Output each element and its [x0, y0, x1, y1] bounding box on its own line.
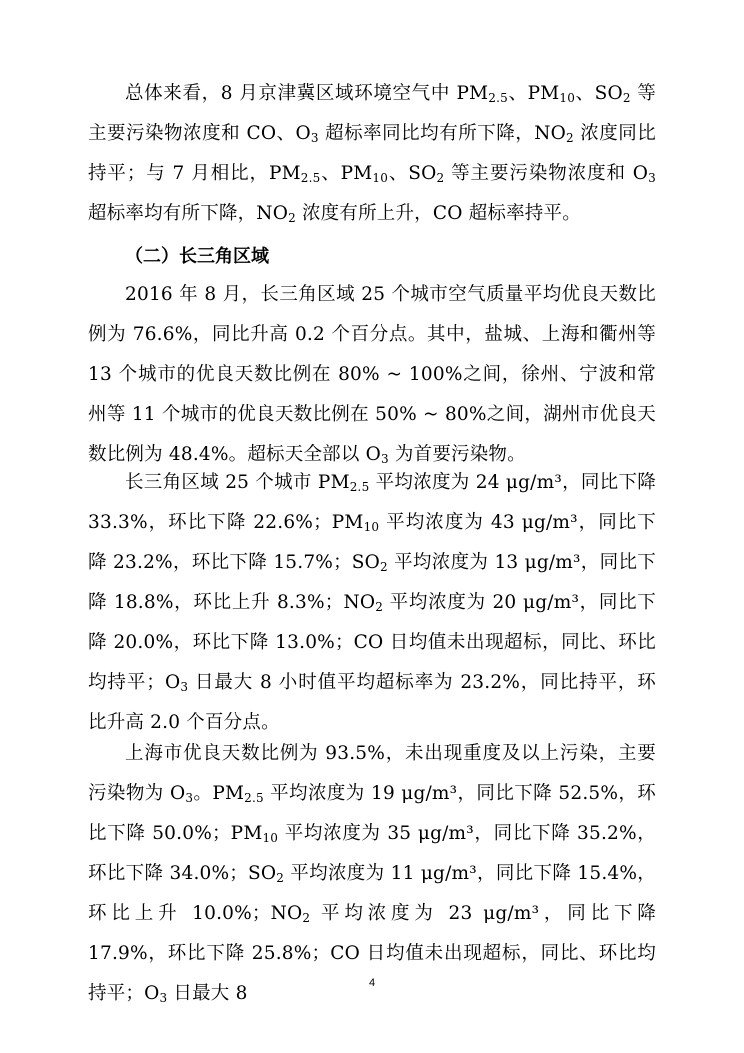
- section-heading: （二）长三角区域: [125, 246, 269, 267]
- paragraph-shanghai: 上海市优良天数比例为 93.5%，未出现重度及以上污染，主要污染物为 $O_3$。$PM_{2.5}$ 平均浓度为 19 μg/m³，同比下降 52.5%，环比下降 50.0%；$PM_{10}$ 平均浓度为 35 μg/m³，同比下降 35.2%，环比下降 34.0%；$SO_2$ 平均浓度为 11 μg/m³，同比下降 15.4%，环比上升 10.0%；$NO_2$ 平均浓度为 23 μg/m³，同比下降 17.9%，环比下降 25.8%；CO 日均值未出现超标，同比、环比均持平；$O_3$ 日最大 8: [88, 743, 657, 1005]
- page-number: 4: [368, 977, 376, 989]
- paragraph-jingjinji-summary: 总体来看，8 月京津冀区域环境空气中 $PM_{2.5}$、$PM_{10}$、$SO_2$ 等主要污染物浓度和 CO、$O_3$ 超标率同比均有所下降，$NO_2$ 浓度同比持平；与 7 月相比，$PM_{2.5}$、$PM_{10}$、$SO_2$ 等主要污染物浓度和 $O_3$ 超标率均有所下降，$NO_2$ 浓度有所上升，CO 超标率持平。: [88, 83, 657, 225]
- paragraph-yrd-good-days: 2016 年 8 月，长三角区域 25 个城市空气质量平均优良天数比例为 76.6%，同比升高 0.2 个百分点。其中，盐城、上海和衢州等 13 个城市的优良天数比例在 80% ~ 100%之间，徐州、宁波和常州等 11 个城市的优良天数比例在 50% ~ 80%之间，湖州市优良天数比例为 48.4%。超标天全部以 $O_3$ 为首要污染物。: [88, 284, 656, 466]
- paragraph-yrd-concentrations: 长三角区域 25 个城市 $PM_{2.5}$ 平均浓度为 24 μg/m³，同比下降 33.3%，环比下降 22.6%；$PM_{10}$ 平均浓度为 43 μg/m³，同比下降 23.2%，环比下降 15.7%；$SO_2$ 平均浓度为 13 μg/m³，同比下降 18.8%，环比上升 8.3%；$NO_2$ 平均浓度为 20 μg/m³，同比下降 20.0%，环比下降 13.0%；CO 日均值未出现超标，同比、环比均持平；$O_3$ 日最大 8 小时值平均超标率为 23.2%，同比持平，环比升高 2.0 个百分点。: [88, 472, 656, 733]
